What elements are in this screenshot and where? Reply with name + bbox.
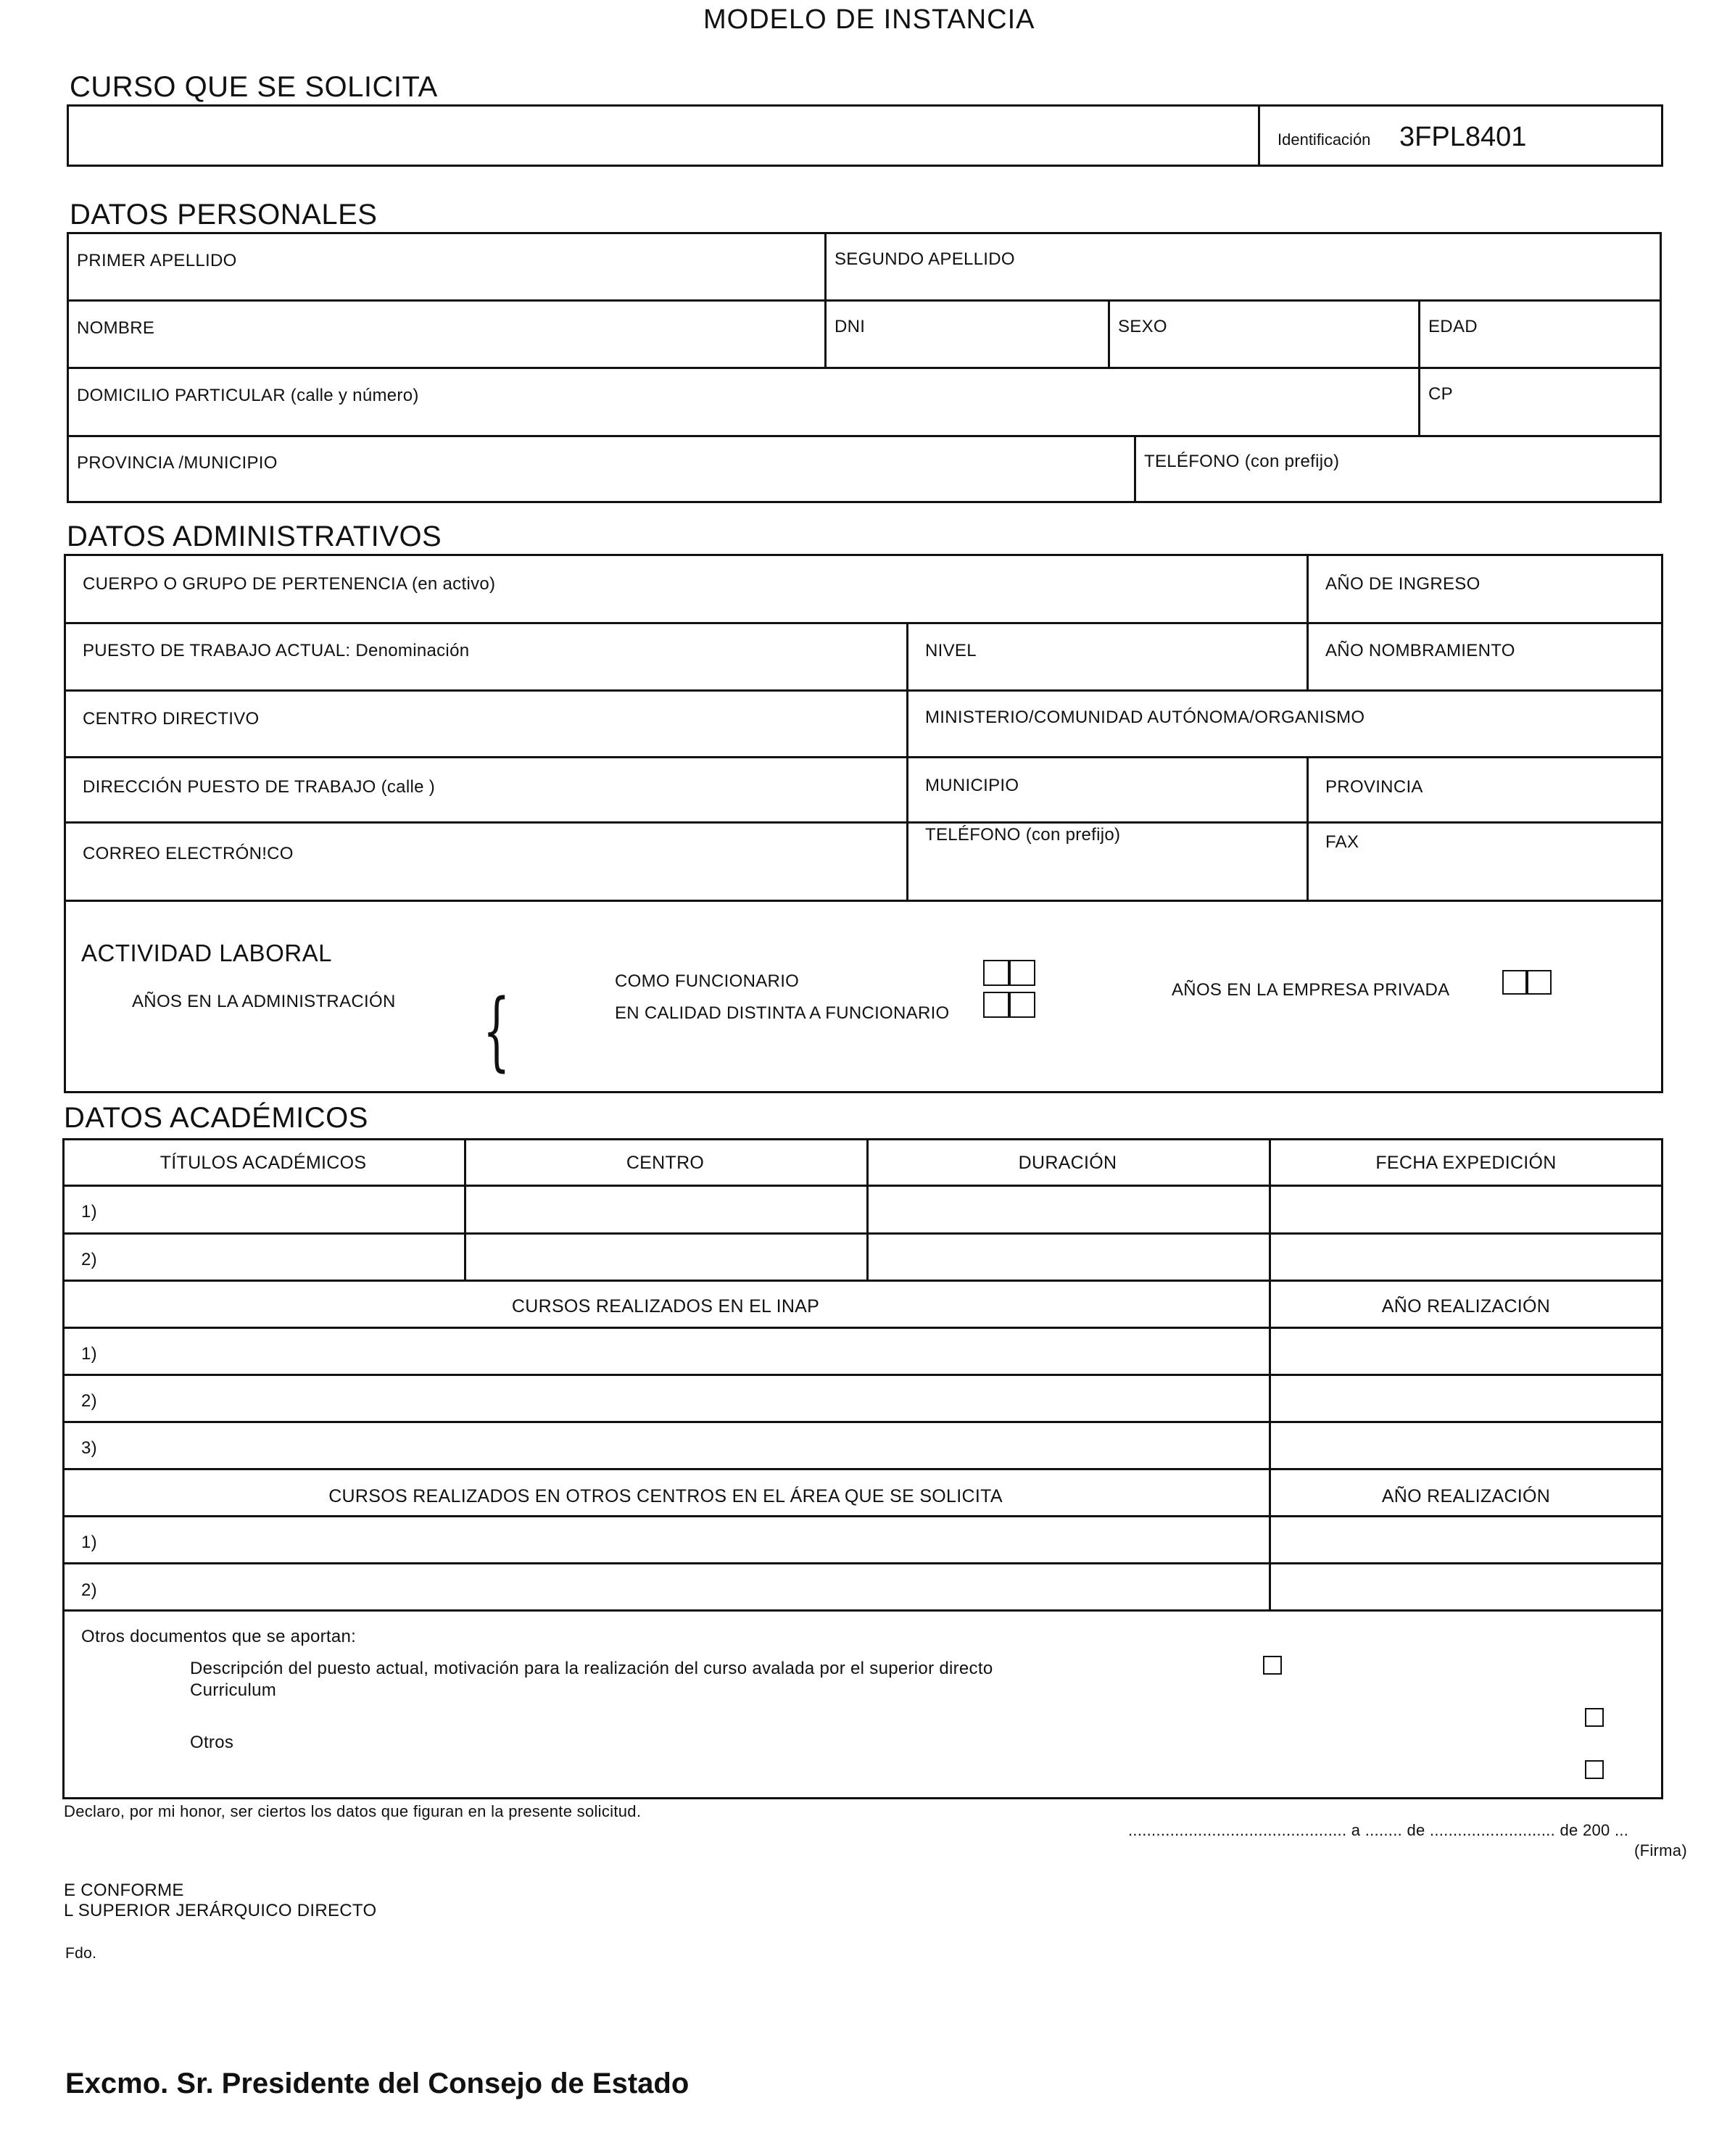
personales-row-line <box>67 435 1662 437</box>
personales-row-line <box>67 299 1662 302</box>
personales-col-line <box>824 232 827 368</box>
otros-centros-header: CURSOS REALIZADOS EN OTROS CENTROS EN EL ÁREA QUE SE SOLICITA <box>328 1486 1003 1506</box>
centro-directivo-field[interactable]: CENTRO DIRECTIVO <box>83 709 260 729</box>
personales-col-line <box>1134 435 1136 503</box>
personales-col-line <box>1108 299 1110 368</box>
direccion-field[interactable]: DIRECCIÓN PUESTO DE TRABAJO (calle ) <box>83 777 435 797</box>
admin-row-line <box>64 821 1663 824</box>
admin-row-line <box>64 900 1663 902</box>
nombre-field[interactable]: NOMBRE <box>77 318 155 338</box>
admin-row-line <box>64 756 1663 758</box>
titulo-row-1[interactable]: 1) <box>81 1202 97 1222</box>
provincia-field[interactable]: PROVINCIA <box>1325 777 1423 797</box>
anos-privada-label: AÑOS EN LA EMPRESA PRIVADA <box>1172 980 1450 1000</box>
acad-row-line <box>62 1374 1663 1376</box>
cp-field[interactable]: CP <box>1428 384 1453 404</box>
admin-col-line <box>1307 756 1309 901</box>
nivel-field[interactable]: NIVEL <box>925 641 977 660</box>
acad-row-line <box>62 1280 1663 1282</box>
otros-checkbox[interactable] <box>1585 1760 1604 1779</box>
telefono-trabajo-field[interactable]: TELÉFONO (con prefijo) <box>925 825 1121 845</box>
privada-years-box-1[interactable] <box>1502 970 1527 995</box>
domicilio-field[interactable]: DOMICILIO PARTICULAR (calle y número) <box>77 386 419 405</box>
anos-administracion-label: AÑOS EN LA ADMINISTRACIÓN <box>132 992 396 1011</box>
curso-divider <box>1258 104 1260 167</box>
firma-label: (Firma) <box>1634 1841 1687 1859</box>
section-academicos-title: DATOS ACADÉMICOS <box>64 1102 368 1134</box>
otros-row-2[interactable]: 2) <box>81 1580 97 1600</box>
otros-docs-label: Otros <box>190 1733 234 1752</box>
destinatario: Excmo. Sr. Presidente del Consejo de Estado <box>65 2068 690 2099</box>
inap-row-1[interactable]: 1) <box>81 1344 97 1364</box>
declaracion-text: Declaro, por mi honor, ser ciertos los datos que figuran en la presente solicitud. <box>64 1802 642 1820</box>
inap-row-3[interactable]: 3) <box>81 1438 97 1458</box>
descripcion-label: Descripción del puesto actual, motivación para la realización del curso avalada por el superior directo <box>190 1659 993 1678</box>
admin-row-line <box>64 689 1663 692</box>
provincia-municipio-field[interactable]: PROVINCIA /MUNICIPIO <box>77 453 278 473</box>
edad-field[interactable]: EDAD <box>1428 317 1478 336</box>
cuerpo-field[interactable]: CUERPO O GRUPO DE PERTENENCIA (en activo) <box>83 574 496 594</box>
admin-col-line <box>1307 554 1309 691</box>
municipio-field[interactable]: MUNICIPIO <box>925 776 1019 795</box>
distinta-years-box-2[interactable] <box>1009 992 1035 1018</box>
section-curso-title: CURSO QUE SE SOLICITA <box>70 71 438 103</box>
section-administrativos-title: DATOS ADMINISTRATIVOS <box>67 521 442 552</box>
sexo-field[interactable]: SEXO <box>1118 317 1167 336</box>
fax-field[interactable]: FAX <box>1325 832 1359 852</box>
acad-row-line <box>62 1562 1663 1564</box>
acad-row-line <box>62 1185 1663 1187</box>
otros-documentos-title: Otros documentos que se aportan: <box>81 1627 357 1646</box>
funcionario-years-box-2[interactable] <box>1009 960 1035 986</box>
inap-ano-header: AÑO REALIZACIÓN <box>1381 1296 1551 1317</box>
inap-header: CURSOS REALIZADOS EN EL INAP <box>511 1296 820 1317</box>
identificacion-label: Identificación <box>1278 130 1371 149</box>
titulo-row-2[interactable]: 2) <box>81 1250 97 1269</box>
dni-field[interactable]: DNI <box>835 317 866 336</box>
primer-apellido-field[interactable]: PRIMER APELLIDO <box>77 251 237 270</box>
funcionario-years-box-1[interactable] <box>983 960 1009 986</box>
acad-row-line <box>62 1468 1663 1470</box>
como-funcionario-label: COMO FUNCIONARIO <box>615 971 800 991</box>
duracion-header: DURACIÓN <box>1018 1153 1117 1173</box>
actividad-laboral-title: ACTIVIDAD LABORAL <box>81 940 332 966</box>
inap-row-2[interactable]: 2) <box>81 1391 97 1411</box>
titulos-header: TÍTULOS ACADÉMICOS <box>160 1153 367 1173</box>
puesto-field[interactable]: PUESTO DE TRABAJO ACTUAL: Denominación <box>83 641 470 660</box>
fecha-line[interactable]: ............................................... a ........ de ........................... de 200 ... <box>1128 1821 1629 1839</box>
telefono-personal-field[interactable]: TELÉFONO (con prefijo) <box>1144 452 1340 471</box>
curriculum-label: Curriculum <box>190 1680 277 1700</box>
ano-nombramiento-field[interactable]: AÑO NOMBRAMIENTO <box>1325 641 1515 660</box>
acad-col-line <box>1269 1138 1271 1611</box>
ministerio-field[interactable]: MINISTERIO/COMUNIDAD AUTÓNOMA/ORGANISMO <box>925 708 1365 727</box>
conforme-line-2: L SUPERIOR JERÁRQUICO DIRECTO <box>64 1901 377 1920</box>
section-personales-title: DATOS PERSONALES <box>70 199 378 231</box>
conforme-line-1: E CONFORME <box>64 1881 184 1900</box>
acad-row-line <box>62 1327 1663 1329</box>
calidad-distinta-label: EN CALIDAD DISTINTA A FUNCIONARIO <box>615 1003 950 1023</box>
fecha-expedicion-header: FECHA EXPEDICIÓN <box>1375 1153 1557 1173</box>
acad-row-line <box>62 1421 1663 1423</box>
otros-ano-header: AÑO REALIZACIÓN <box>1381 1486 1551 1506</box>
curriculum-checkbox[interactable] <box>1585 1708 1604 1727</box>
privada-years-box-2[interactable] <box>1527 970 1552 995</box>
segundo-apellido-field[interactable]: SEGUNDO APELLIDO <box>835 249 1015 269</box>
identificacion-value: 3FPL8401 <box>1399 122 1527 152</box>
acad-row-line <box>62 1609 1663 1612</box>
acad-row-line <box>62 1232 1663 1235</box>
admin-col-line <box>906 622 908 901</box>
acad-row-line <box>62 1515 1663 1517</box>
ano-ingreso-field[interactable]: AÑO DE INGRESO <box>1325 574 1481 594</box>
form-title: MODELO DE INSTANCIA <box>703 4 1035 35</box>
distinta-years-box-1[interactable] <box>983 992 1009 1018</box>
centro-header: CENTRO <box>626 1153 705 1173</box>
fdo-label: Fdo. <box>65 1945 97 1962</box>
otros-row-1[interactable]: 1) <box>81 1533 97 1552</box>
admin-row-line <box>64 622 1663 624</box>
brace: { <box>483 980 510 1080</box>
correo-field[interactable]: CORREO ELECTRÓN!CO <box>83 844 294 863</box>
personales-col-line <box>1418 299 1420 436</box>
personales-row-line <box>67 367 1662 369</box>
descripcion-checkbox[interactable] <box>1263 1656 1282 1675</box>
